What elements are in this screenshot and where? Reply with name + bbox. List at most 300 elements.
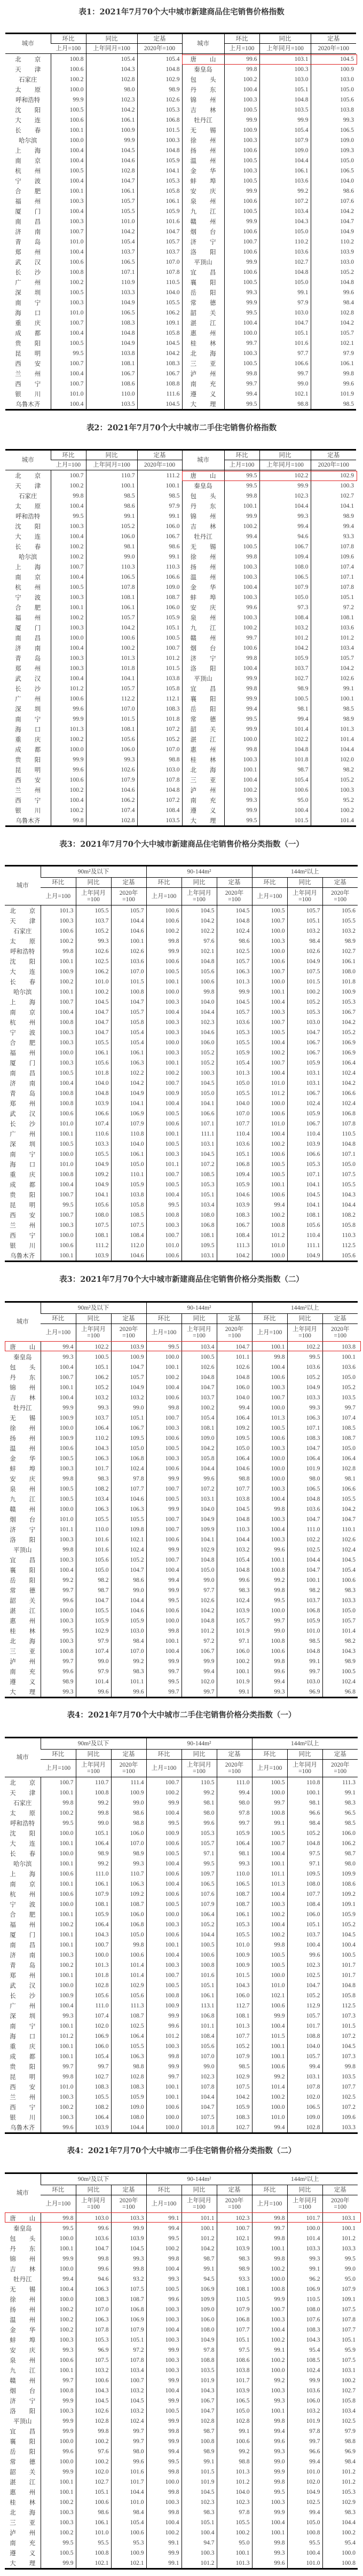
index-value: 107.8 [76, 2325, 111, 2335]
table-row [5, 775, 356, 785]
index-value: 105.0 [182, 1088, 217, 1098]
index-value: 101.0 [146, 1240, 182, 1250]
city-name: 天津 [10, 1789, 36, 1797]
index-value: 111.6 [137, 389, 182, 399]
city-name-cell [5, 946, 41, 956]
city-name: 济宁 [190, 238, 216, 246]
index-value: 100.1 [41, 1970, 76, 1980]
index-value: 105.1 [76, 1362, 111, 1372]
index-value: 102.2 [287, 1342, 322, 1352]
index-value: 108.4 [182, 2031, 217, 2041]
city-name-cell [5, 1585, 41, 1595]
index-value: 108.3 [111, 2082, 146, 2092]
index-value: 107.0 [137, 744, 182, 754]
table-row [5, 1179, 358, 1189]
table-row [5, 511, 356, 521]
city-name: 泸州 [190, 369, 216, 377]
index-value: 104.4 [182, 1007, 217, 1017]
city-name-cell [5, 1656, 41, 1666]
table-row [5, 1463, 358, 1474]
index-value: 101.0 [41, 2082, 76, 2092]
index-value: 100.8 [182, 2436, 217, 2446]
index-value: 103.2 [111, 1392, 146, 1403]
index-value: 99.3 [287, 1403, 322, 1413]
index-value: 105.7 [217, 1616, 252, 1626]
index-value: 102.5 [287, 1545, 322, 1555]
index-value: 105.0 [322, 1159, 358, 1169]
index-value: 107.9 [259, 135, 311, 145]
index-value: 99.8 [41, 946, 76, 956]
city-name-cell [182, 602, 224, 612]
city-name-cell [5, 1382, 41, 1392]
index-value: 99.3 [252, 1687, 287, 1698]
table-row [5, 1058, 358, 1068]
index-value: 102.1 [111, 1534, 146, 1545]
table-row [5, 592, 356, 602]
city-name-cell [5, 2031, 41, 2041]
index-value: 106.8 [217, 2314, 252, 2325]
index-value: 100.7 [146, 1078, 182, 1088]
index-value: 99.5 [287, 1352, 322, 1362]
index-value: 100.7 [41, 997, 76, 1007]
city-name-cell [5, 1362, 41, 1372]
table-row [5, 287, 356, 297]
index-value: 100.5 [51, 338, 86, 348]
area-group-header: 90m²及以下 [41, 2173, 146, 2185]
base-year-label-line1: 2020年 [331, 1326, 350, 1333]
table-title: 表4：2021年7月70个大中城市二手住宅销售价格分类指数（二） [67, 2146, 296, 2155]
index-value: 106.1 [76, 1047, 111, 1058]
index-value: 102.6 [111, 946, 146, 956]
index-value: 104.3 [76, 1443, 111, 1453]
city-name-cell [5, 145, 51, 155]
index-value: 107.1 [86, 267, 137, 277]
index-value: 99.8 [224, 744, 259, 754]
index-value: 99.7 [76, 2061, 111, 2071]
yoy-header: 同比 [182, 2185, 217, 2195]
index-value: 104.4 [287, 1555, 322, 1565]
index-value: 107.2 [137, 795, 182, 805]
index-value: 104.7 [76, 1017, 111, 1027]
index-value: 100.9 [322, 987, 358, 997]
city-name-cell [5, 399, 51, 410]
table-row [5, 1585, 358, 1595]
index-value: 105.9 [111, 1616, 146, 1626]
index-value: 99.3 [111, 1858, 146, 1869]
index-value: 105.1 [182, 2517, 217, 2527]
table-row [5, 206, 356, 216]
city-name-cell [5, 277, 51, 287]
index-value: 107.8 [322, 2314, 358, 2325]
index-value: 105.3 [217, 1919, 252, 1929]
index-value: 105.2 [182, 1047, 217, 1058]
index-value: 106.8 [137, 115, 182, 125]
index-value: 104.6 [86, 785, 137, 795]
index-value: 110.6 [76, 1129, 111, 1139]
city-name: 武汉 [10, 1981, 36, 1989]
city-name: 海口 [15, 309, 41, 317]
index-value: 100.7 [146, 1970, 182, 1980]
index-value: 101.7 [111, 2477, 146, 2487]
index-value: 100.9 [146, 1088, 182, 1098]
index-value: 100.4 [51, 673, 86, 683]
city-name-cell [5, 1545, 41, 1555]
index-value: 104.8 [322, 1980, 358, 1990]
city-name-cell [5, 2527, 41, 2538]
table-row [5, 1220, 358, 1230]
index-value: 100.5 [146, 1108, 182, 1118]
index-value: 107.2 [137, 724, 182, 734]
index-value: 98.1 [86, 541, 137, 552]
city-name: 烟台 [190, 227, 216, 235]
index-value: 100.1 [41, 1129, 76, 1139]
index-value: 103.0 [311, 74, 356, 84]
index-value: 100.4 [146, 2264, 182, 2274]
city-name: 石家庄 [13, 927, 32, 935]
index-value: 100.0 [51, 84, 86, 94]
city-name: 丹东 [190, 502, 216, 510]
index-value: 100.2 [224, 785, 259, 795]
index-value: 102.7 [259, 673, 311, 683]
index-value: 102.9 [111, 1980, 146, 1990]
city-name: 徐州 [190, 136, 216, 144]
index-value: 105.5 [111, 1514, 146, 1524]
index-value: 104.7 [76, 1007, 111, 1017]
table-row [5, 1342, 358, 1352]
index-value: 111.3 [322, 1777, 358, 1788]
index-value: 102.6 [76, 2406, 111, 2416]
index-value: 100.3 [224, 135, 259, 145]
index-value: 101.3 [217, 2467, 252, 2477]
index-value: 99.4 [287, 2061, 322, 2071]
city-name: 成都 [10, 1180, 36, 1188]
index-value: 100.5 [146, 1443, 182, 1453]
index-value: 99.5 [146, 1676, 182, 1687]
index-value: 100.0 [41, 2436, 76, 2446]
city-name: 郑州 [15, 248, 41, 256]
city-name-cell [5, 976, 41, 987]
city-name-cell [182, 643, 224, 653]
index-value: 100.7 [146, 1555, 182, 1565]
city-name-cell [5, 1443, 41, 1453]
city-name: 上海 [15, 563, 41, 571]
base-year-label [217, 1324, 252, 1342]
index-value: 100.3 [51, 521, 86, 531]
index-value: 99.9 [224, 216, 259, 226]
city-name-cell [182, 714, 224, 724]
table-row [5, 2517, 358, 2527]
city-name: 南京 [10, 1008, 36, 1016]
city-name-cell [5, 64, 51, 74]
index-value: 100.3 [146, 997, 182, 1007]
index-value: 100.5 [51, 582, 86, 592]
city-name-cell [5, 1129, 41, 1139]
city-name-cell [5, 1970, 41, 1980]
index-value: 99.1 [182, 2456, 217, 2467]
index-value: 100.5 [146, 1179, 182, 1189]
area-group-header: 90-144m² [146, 1302, 252, 1314]
index-value: 104.7 [182, 1382, 217, 1392]
mom-header: 环比 [224, 450, 259, 460]
yoy-base-label-line2: =100 [298, 1333, 311, 1339]
index-value: 101.8 [86, 663, 137, 673]
base-year-label-line1: 2020年 [119, 890, 138, 896]
index-value: 106.3 [217, 966, 252, 976]
index-value: 108.3 [86, 318, 137, 328]
city-name: 海口 [10, 1160, 36, 1168]
index-value: 108.1 [217, 2011, 252, 2021]
city-name: 赣州 [10, 1505, 36, 1513]
mom-header: 环比 [252, 2185, 287, 2195]
city-name-cell [5, 247, 51, 257]
index-value: 98.7 [182, 2426, 217, 2436]
index-value: 99.1 [252, 1818, 287, 1828]
index-value: 100.5 [322, 1666, 358, 1676]
index-value: 104.5 [111, 2243, 146, 2254]
index-value: 99.1 [217, 2426, 252, 2436]
index-value: 102.9 [137, 74, 182, 84]
city-name: 南昌 [10, 1941, 36, 1949]
index-value: 106.0 [137, 602, 182, 612]
table-row [5, 64, 356, 74]
yoy-base-label-line1: 上年同月 [81, 1762, 106, 1768]
index-value: 105.4 [111, 1027, 146, 1037]
city-name: 三亚 [190, 359, 216, 367]
index-value: 108.0 [182, 2325, 217, 2335]
index-value: 100.3 [146, 1919, 182, 1929]
index-value: 105.2 [322, 1382, 358, 1392]
index-value: 103.7 [287, 1595, 322, 1605]
index-value: 104.0 [137, 287, 182, 297]
city-name: 南京 [10, 1880, 36, 1888]
index-value: 106.4 [322, 1453, 358, 1463]
city-name: 哈尔滨 [13, 1860, 32, 1868]
index-value: 100.6 [146, 1889, 182, 1899]
index-value: 108.5 [287, 2355, 322, 2365]
city-name-cell [5, 1250, 41, 1262]
table-row [5, 1037, 358, 1047]
index-value: 99.3 [41, 1352, 76, 1362]
index-value: 107.9 [111, 1118, 146, 1129]
index-value: 107.8 [322, 1118, 358, 1129]
index-value: 104.8 [217, 1514, 252, 1524]
index-value: 100.1 [41, 1858, 76, 1869]
index-value: 99.6 [41, 2122, 76, 2133]
table-row [5, 186, 356, 196]
index-value: 101.6 [76, 1534, 111, 1545]
index-value: 107.4 [76, 1646, 111, 1656]
city-name: 湛江 [10, 2478, 36, 2486]
index-value: 100.9 [146, 1828, 182, 1838]
index-value: 104.9 [182, 2335, 217, 2345]
index-value: 100.6 [217, 2436, 252, 2446]
index-value: 110.0 [86, 389, 137, 399]
table-row [5, 785, 356, 795]
yoy-header: 同比 [259, 450, 311, 460]
yoy-base-label-line1: 上年同月 [293, 1326, 318, 1333]
index-value: 102.8 [86, 74, 137, 84]
index-value: 105.8 [322, 1220, 358, 1230]
index-value: 100.4 [51, 206, 86, 216]
index-value: 100.2 [311, 805, 356, 815]
index-value: 100.3 [146, 1453, 182, 1463]
index-value: 99.5 [182, 1858, 217, 1869]
index-value: 99.0 [111, 1798, 146, 1808]
index-value: 106.1 [86, 602, 137, 612]
index-value: 105.1 [182, 1189, 217, 1200]
index-value: 109.0 [259, 145, 311, 155]
city-name: 石家庄 [19, 75, 37, 83]
table-row [5, 1656, 358, 1666]
index-value: 100.5 [51, 105, 86, 115]
index-value: 107.5 [111, 2284, 146, 2294]
index-value: 105.9 [137, 206, 182, 216]
index-value: 99.5 [224, 714, 259, 724]
table-row [5, 602, 356, 612]
table-row [5, 318, 356, 328]
mom-header: 环比 [252, 878, 287, 888]
index-value: 106.7 [287, 1088, 322, 1098]
index-value: 99.8 [41, 1474, 76, 1484]
table-row [5, 297, 356, 308]
index-value: 103.0 [287, 1676, 322, 1687]
index-value: 106.5 [311, 125, 356, 135]
index-value: 105.2 [287, 1828, 322, 1838]
index-value: 99.9 [41, 2467, 76, 2477]
index-value: 104.9 [287, 1250, 322, 1262]
city-name-cell [182, 277, 224, 287]
index-value: 105.2 [311, 267, 356, 277]
index-value: 100.5 [224, 105, 259, 115]
table-row [5, 2041, 358, 2051]
index-value: 100.4 [51, 145, 86, 155]
index-value: 99.9 [146, 1474, 182, 1484]
index-value: 98.5 [311, 399, 356, 410]
index-value: 99.4 [252, 2426, 287, 2436]
index-value: 100.4 [252, 1889, 287, 1899]
index-value: 100.0 [224, 734, 259, 744]
index-value: 104.8 [137, 785, 182, 795]
index-value: 103.9 [287, 1139, 322, 1149]
yoy-base-label [76, 2195, 111, 2213]
index-value: 101.1 [182, 2021, 217, 2031]
index-value: 98.6 [311, 186, 356, 196]
index-value: 100.9 [111, 1352, 146, 1362]
city-name-cell [182, 155, 224, 166]
city-name: 大理 [190, 400, 216, 408]
index-value: 100.4 [146, 1950, 182, 1960]
city-name-cell [5, 2426, 41, 2436]
index-value: 107.8 [182, 2082, 217, 2092]
city-name-cell [5, 1950, 41, 1960]
index-value: 93.2 [111, 2274, 146, 2284]
index-value: 101.0 [51, 237, 86, 247]
index-value: 105.2 [287, 1372, 322, 1382]
index-value: 103.6 [259, 247, 311, 257]
index-value: 108.2 [76, 2102, 111, 2112]
index-value: 111.0 [76, 2000, 111, 2011]
table-row [5, 1950, 358, 1960]
city-name-cell [5, 2416, 41, 2426]
index-value: 99.2 [252, 2071, 287, 2082]
index-value: 99.1 [287, 2264, 322, 2274]
index-value: 101.3 [217, 1068, 252, 1078]
index-value: 101.4 [311, 734, 356, 744]
index-value: 100.2 [76, 987, 111, 997]
index-value: 102.4 [217, 926, 252, 936]
yoy-base-label [76, 888, 111, 905]
city-name-cell [5, 84, 51, 94]
index-value: 99.8 [182, 987, 217, 997]
index-value: 99.0 [76, 1818, 111, 1828]
city-name-cell [5, 2436, 41, 2446]
index-value: 101.6 [76, 1545, 111, 1555]
index-value: 109.3 [311, 145, 356, 155]
city-name: 常德 [10, 2457, 36, 2465]
index-value: 100.0 [252, 1787, 287, 1798]
city-name-cell [5, 2122, 41, 2133]
index-value: 108.3 [137, 358, 182, 368]
index-value: 100.0 [146, 987, 182, 997]
index-value: 100.7 [252, 1017, 287, 1027]
index-value: 101.8 [259, 754, 311, 765]
index-value: 104.4 [259, 501, 311, 511]
city-name-cell [182, 805, 224, 815]
index-value: 108.6 [322, 1879, 358, 1889]
city-name-cell [5, 2385, 41, 2396]
yoy-base-label [182, 1324, 217, 1342]
index-value: 106.7 [137, 368, 182, 379]
index-value: 102.7 [311, 491, 356, 501]
index-value: 99.8 [224, 64, 259, 74]
city-name-cell [182, 673, 224, 683]
index-value: 95.4 [287, 2345, 322, 2355]
city-name-cell [5, 1575, 41, 1585]
city-name-cell [5, 815, 51, 826]
index-value: 99.8 [252, 2213, 287, 2224]
index-value: 100.1 [41, 2477, 76, 2487]
index-value: 98.7 [259, 765, 311, 775]
index-value: 107.1 [287, 1169, 322, 1179]
city-name: 牡丹江 [194, 532, 212, 540]
index-value: 107.5 [111, 1220, 146, 1230]
index-value: 102.6 [137, 94, 182, 105]
index-value: 101.6 [137, 216, 182, 226]
index-value: 106.1 [217, 1909, 252, 1919]
index-value: 106.2 [76, 966, 111, 976]
city-name: 合肥 [10, 1038, 36, 1046]
index-value: 107.0 [182, 2051, 217, 2061]
index-value: 100.5 [146, 966, 182, 976]
index-value: 102.3 [217, 2213, 252, 2224]
city-name: 贵阳 [15, 755, 41, 763]
index-value: 101.4 [76, 1676, 111, 1687]
index-value: 104.5 [111, 2396, 146, 2406]
table-row [5, 1970, 358, 1980]
index-value: 104.8 [259, 94, 311, 105]
index-value: 100.0 [287, 2223, 322, 2233]
table-row [5, 379, 356, 389]
index-value: 103.4 [259, 206, 311, 216]
index-value: 99.4 [224, 389, 259, 399]
table-row [5, 1919, 358, 1929]
index-value: 99.5 [322, 2254, 358, 2264]
city-name: 长春 [10, 1849, 36, 1857]
index-value: 106.8 [111, 1919, 146, 1929]
index-value: 108.4 [111, 1230, 146, 1240]
index-value: 104.1 [111, 1098, 146, 1108]
city-name-cell [5, 663, 51, 673]
